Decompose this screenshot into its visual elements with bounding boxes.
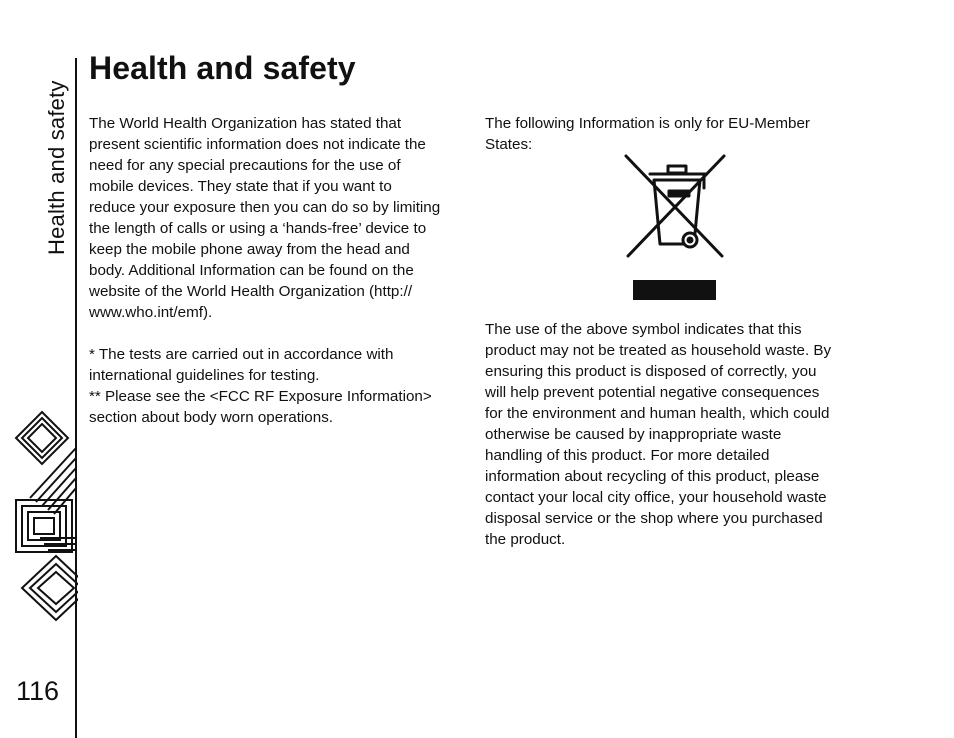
right-column (485, 113, 865, 548)
eu-intro: The following Information is only for EU-Member States: (485, 115, 810, 153)
weee-underline-bar (633, 280, 716, 300)
footnote-tests: * The tests are carried out in accordance with international guidelines for testing. (89, 346, 394, 384)
decorative-ornament-icon (10, 408, 78, 623)
sidebar-divider-line (75, 58, 77, 738)
who-paragraph: The World Health Organization has stated that present scientific information does not indicate the need for any special precautions for the use of mobile devices. They state that if you want to reduce your exposure then you can do so by limiting the length of calls or using a ‘hands-free’ device to keep the mobile phone away from the head and body. Additional Information can be found on the website of the World Health Organization (http:// www.who.int/emf). (89, 115, 441, 321)
page-number: 116 (16, 676, 60, 706)
weee-paragraph: The use of the above symbol indicates that this product may not be treated as household waste. By ensuring this product is disposed of correctly, you will help prevent potential negative consequences for the environment and human health, which could otherwise be caused by inappropriate waste handling of this product. For more detailed information about recycling of this product, please contact your local city office, your household waste disposal service or the shop where you purchased the product. (485, 321, 832, 548)
footnote-fcc: ** Please see the <FCC RF Exposure Information> section about body worn operations. (89, 388, 432, 426)
sidebar-section-title: Health and safety (44, 80, 69, 255)
page-title: Health and safety (89, 50, 356, 86)
left-column (89, 113, 469, 428)
crossed-out-wheelie-bin-icon (620, 152, 730, 264)
